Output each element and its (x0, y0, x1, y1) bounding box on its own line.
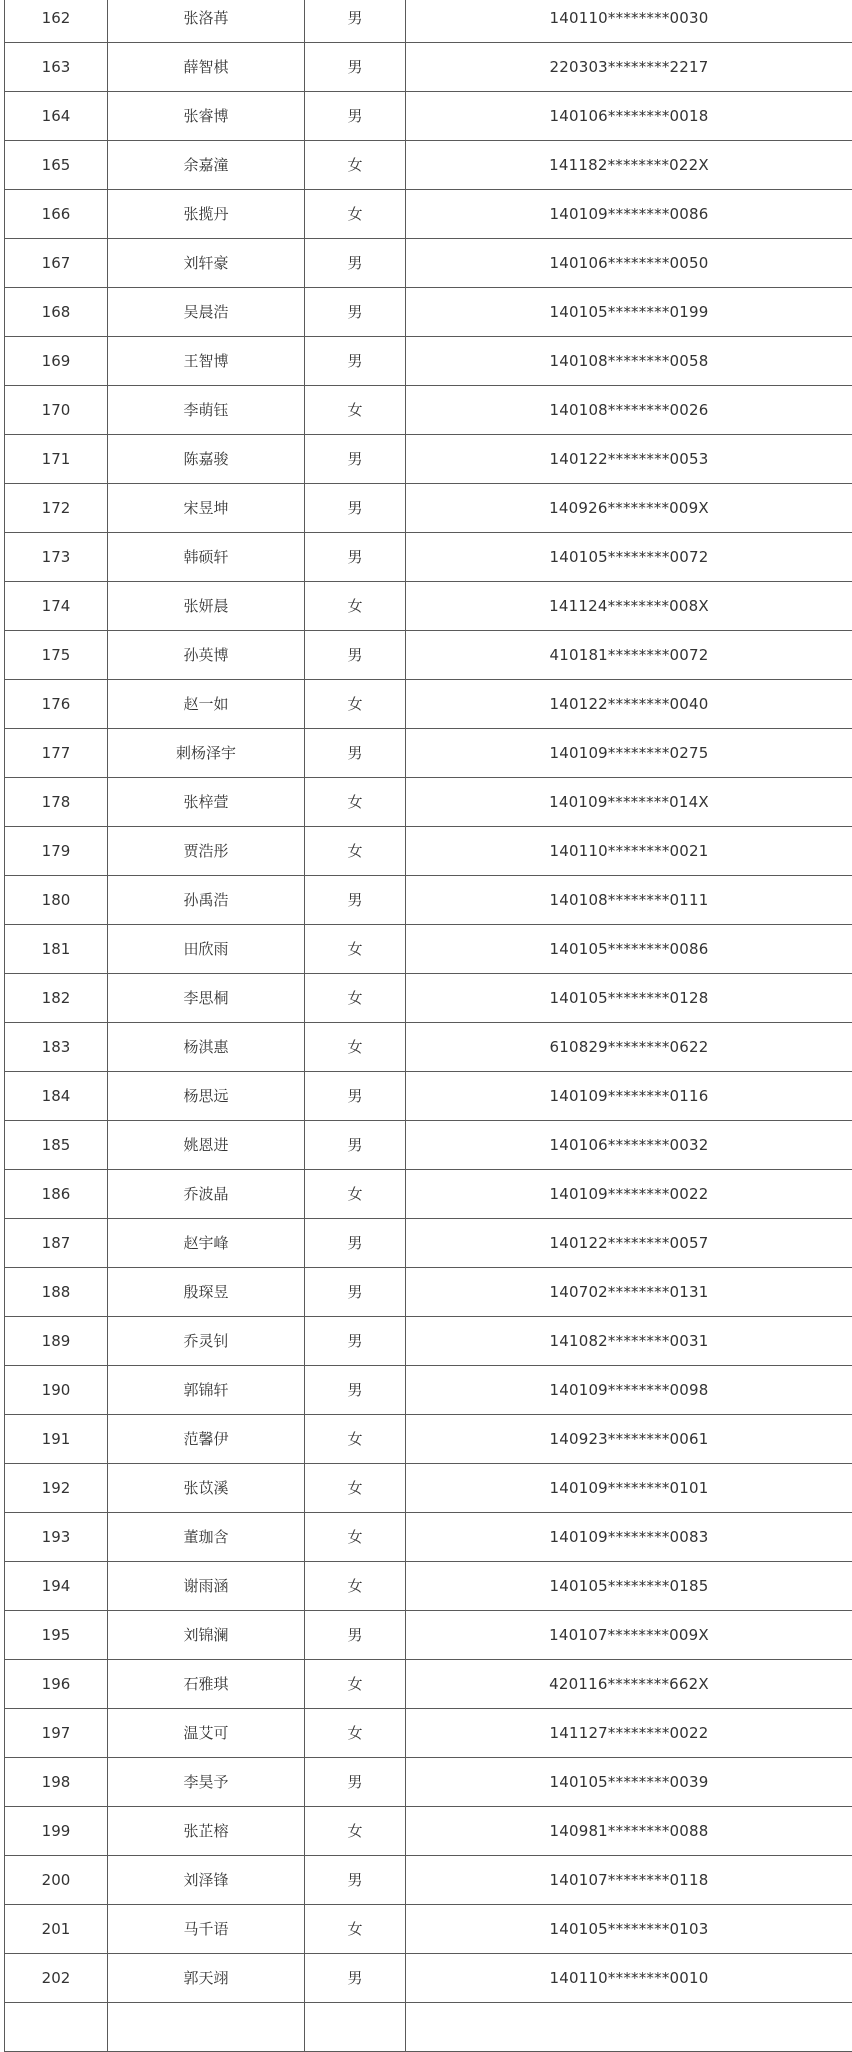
table-row (5, 435, 852, 484)
table-row (5, 92, 852, 141)
student-name-cell: 韩硕轩 (108, 533, 305, 582)
id-number-cell: 140110********0021 (406, 827, 852, 876)
student-name-cell: 石雅琪 (108, 1660, 305, 1709)
row-number-cell: 165 (5, 141, 108, 190)
row-number-cell: 169 (5, 337, 108, 386)
student-name-cell: 谢雨涵 (108, 1562, 305, 1611)
gender-cell: 女 (305, 1660, 406, 1709)
table-row (5, 484, 852, 533)
gender-cell: 男 (305, 43, 406, 92)
gender-cell: 女 (305, 1464, 406, 1513)
id-number-cell: 610829********0622 (406, 1023, 852, 1072)
id-number-cell: 140105********0199 (406, 288, 852, 337)
id-number-cell: 140105********0072 (406, 533, 852, 582)
student-name-cell: 孙英博 (108, 631, 305, 680)
id-number-cell: 220303********2217 (406, 43, 852, 92)
id-number-cell: 140109********0083 (406, 1513, 852, 1562)
row-number-cell (5, 2003, 108, 2052)
id-number-cell: 141127********0022 (406, 1709, 852, 1758)
student-name-cell: 张洛苒 (108, 0, 305, 43)
gender-cell: 男 (305, 1219, 406, 1268)
student-name-cell: 贾浩彤 (108, 827, 305, 876)
row-number-cell: 171 (5, 435, 108, 484)
id-number-cell: 410181********0072 (406, 631, 852, 680)
table-row (5, 1170, 852, 1219)
roster-table (4, 0, 852, 2052)
student-name-cell: 赵一如 (108, 680, 305, 729)
table-row (5, 1219, 852, 1268)
gender-cell: 男 (305, 533, 406, 582)
table-row (5, 239, 852, 288)
student-name-cell: 赵宇峰 (108, 1219, 305, 1268)
table-row (5, 0, 852, 43)
student-name-cell: 李思桐 (108, 974, 305, 1023)
id-number-cell: 140105********0086 (406, 925, 852, 974)
row-number-cell: 182 (5, 974, 108, 1023)
row-number-cell: 172 (5, 484, 108, 533)
id-number-cell: 140108********0111 (406, 876, 852, 925)
gender-cell: 男 (305, 1072, 406, 1121)
table-row (5, 1023, 852, 1072)
student-name-cell: 马千语 (108, 1905, 305, 1954)
row-number-cell: 170 (5, 386, 108, 435)
row-number-cell: 184 (5, 1072, 108, 1121)
table-row (5, 925, 852, 974)
gender-cell: 女 (305, 1023, 406, 1072)
student-name-cell: 杨淇惠 (108, 1023, 305, 1072)
row-number-cell: 195 (5, 1611, 108, 1660)
gender-cell: 男 (305, 1268, 406, 1317)
student-name-cell: 杨思远 (108, 1072, 305, 1121)
table-row (5, 1317, 852, 1366)
table-row (5, 1562, 852, 1611)
id-number-cell: 140105********0128 (406, 974, 852, 1023)
gender-cell: 男 (305, 631, 406, 680)
student-name-cell: 董珈含 (108, 1513, 305, 1562)
gender-cell: 男 (305, 1611, 406, 1660)
student-name-cell: 宋昱坤 (108, 484, 305, 533)
id-number-cell: 140923********0061 (406, 1415, 852, 1464)
row-number-cell: 185 (5, 1121, 108, 1170)
row-number-cell: 166 (5, 190, 108, 239)
gender-cell: 女 (305, 1905, 406, 1954)
student-name-cell: 张睿博 (108, 92, 305, 141)
table-row (5, 1856, 852, 1905)
gender-cell: 男 (305, 1758, 406, 1807)
id-number-cell: 140109********0101 (406, 1464, 852, 1513)
row-number-cell: 168 (5, 288, 108, 337)
id-number-cell: 140109********0116 (406, 1072, 852, 1121)
gender-cell: 女 (305, 1562, 406, 1611)
id-number-cell: 140702********0131 (406, 1268, 852, 1317)
row-number-cell: 201 (5, 1905, 108, 1954)
id-number-cell: 140122********0040 (406, 680, 852, 729)
row-number-cell: 197 (5, 1709, 108, 1758)
id-number-cell: 140108********0058 (406, 337, 852, 386)
id-number-cell: 140122********0057 (406, 1219, 852, 1268)
gender-cell: 女 (305, 582, 406, 631)
row-number-cell: 194 (5, 1562, 108, 1611)
row-number-cell: 191 (5, 1415, 108, 1464)
id-number-cell: 140106********0018 (406, 92, 852, 141)
table-row (5, 288, 852, 337)
student-name-cell: 张苡溪 (108, 1464, 305, 1513)
student-name-cell: 张梓萱 (108, 778, 305, 827)
id-number-cell: 140105********0039 (406, 1758, 852, 1807)
row-number-cell: 175 (5, 631, 108, 680)
student-name-cell: 范馨伊 (108, 1415, 305, 1464)
table-row (5, 582, 852, 631)
student-name-cell: 孙禹浩 (108, 876, 305, 925)
gender-cell: 男 (305, 876, 406, 925)
table-row (5, 533, 852, 582)
student-name-cell: 吴晨浩 (108, 288, 305, 337)
row-number-cell: 199 (5, 1807, 108, 1856)
table-row (5, 827, 852, 876)
id-number-cell: 140105********0185 (406, 1562, 852, 1611)
student-name-cell: 张揽丹 (108, 190, 305, 239)
id-number-cell: 140122********0053 (406, 435, 852, 484)
row-number-cell: 173 (5, 533, 108, 582)
table-row (5, 1807, 852, 1856)
gender-cell: 男 (305, 288, 406, 337)
student-name-cell: 李昊予 (108, 1758, 305, 1807)
id-number-cell: 140109********0086 (406, 190, 852, 239)
table-row (5, 1905, 852, 1954)
roster-table-body (5, 0, 852, 2052)
table-row (5, 729, 852, 778)
student-name-cell: 陈嘉骏 (108, 435, 305, 484)
table-row (5, 680, 852, 729)
row-number-cell: 167 (5, 239, 108, 288)
row-number-cell: 179 (5, 827, 108, 876)
table-row (5, 1709, 852, 1758)
table-row (5, 1415, 852, 1464)
table-row (5, 1660, 852, 1709)
gender-cell: 女 (305, 1513, 406, 1562)
table-row (5, 778, 852, 827)
gender-cell: 男 (305, 1121, 406, 1170)
id-number-cell: 140107********009X (406, 1611, 852, 1660)
student-name-cell (108, 2003, 305, 2052)
table-row (5, 190, 852, 239)
student-name-cell: 刘锦澜 (108, 1611, 305, 1660)
gender-cell: 女 (305, 680, 406, 729)
table-row (5, 1513, 852, 1562)
table-row (5, 1072, 852, 1121)
student-name-cell: 殷琛昱 (108, 1268, 305, 1317)
id-number-cell: 140110********0030 (406, 0, 852, 43)
gender-cell: 女 (305, 778, 406, 827)
gender-cell: 男 (305, 435, 406, 484)
table-row (5, 1954, 852, 2003)
id-number-cell: 140109********0098 (406, 1366, 852, 1415)
row-number-cell: 180 (5, 876, 108, 925)
table-row (5, 631, 852, 680)
row-number-cell: 174 (5, 582, 108, 631)
student-name-cell: 刘轩豪 (108, 239, 305, 288)
id-number-cell: 140109********0022 (406, 1170, 852, 1219)
id-number-cell: 140109********014X (406, 778, 852, 827)
student-name-cell: 余嘉潼 (108, 141, 305, 190)
gender-cell: 男 (305, 337, 406, 386)
student-name-cell: 温艾可 (108, 1709, 305, 1758)
id-number-cell: 140106********0032 (406, 1121, 852, 1170)
id-number-cell: 141124********008X (406, 582, 852, 631)
id-number-cell: 141082********0031 (406, 1317, 852, 1366)
row-number-cell: 190 (5, 1366, 108, 1415)
student-name-cell: 郭天翊 (108, 1954, 305, 2003)
table-row (5, 141, 852, 190)
id-number-cell (406, 2003, 852, 2052)
gender-cell: 女 (305, 386, 406, 435)
gender-cell: 女 (305, 827, 406, 876)
row-number-cell: 189 (5, 1317, 108, 1366)
id-number-cell: 140106********0050 (406, 239, 852, 288)
student-name-cell: 刺杨泽宇 (108, 729, 305, 778)
student-name-cell: 薛智棋 (108, 43, 305, 92)
student-name-cell: 刘泽锋 (108, 1856, 305, 1905)
gender-cell: 男 (305, 1954, 406, 2003)
row-number-cell: 196 (5, 1660, 108, 1709)
student-name-cell: 田欣雨 (108, 925, 305, 974)
gender-cell: 女 (305, 1170, 406, 1219)
id-number-cell: 140108********0026 (406, 386, 852, 435)
table-row (5, 974, 852, 1023)
row-number-cell: 188 (5, 1268, 108, 1317)
student-name-cell: 郭锦轩 (108, 1366, 305, 1415)
gender-cell: 男 (305, 484, 406, 533)
gender-cell: 男 (305, 1856, 406, 1905)
table-row (5, 2003, 852, 2052)
id-number-cell: 140981********0088 (406, 1807, 852, 1856)
gender-cell: 男 (305, 729, 406, 778)
row-number-cell: 183 (5, 1023, 108, 1072)
row-number-cell: 186 (5, 1170, 108, 1219)
row-number-cell: 176 (5, 680, 108, 729)
table-row (5, 386, 852, 435)
row-number-cell: 163 (5, 43, 108, 92)
gender-cell: 男 (305, 1366, 406, 1415)
row-number-cell: 181 (5, 925, 108, 974)
gender-cell (305, 2003, 406, 2052)
id-number-cell: 140926********009X (406, 484, 852, 533)
table-row (5, 1268, 852, 1317)
id-number-cell: 140110********0010 (406, 1954, 852, 2003)
id-number-cell: 140105********0103 (406, 1905, 852, 1954)
student-name-cell: 乔波晶 (108, 1170, 305, 1219)
row-number-cell: 202 (5, 1954, 108, 2003)
table-row (5, 876, 852, 925)
row-number-cell: 177 (5, 729, 108, 778)
gender-cell: 女 (305, 190, 406, 239)
id-number-cell: 140109********0275 (406, 729, 852, 778)
table-row (5, 337, 852, 386)
table-row (5, 43, 852, 92)
table-row (5, 1121, 852, 1170)
student-name-cell: 张妍晨 (108, 582, 305, 631)
row-number-cell: 164 (5, 92, 108, 141)
id-number-cell: 141182********022X (406, 141, 852, 190)
gender-cell: 男 (305, 0, 406, 43)
student-name-cell: 姚恩进 (108, 1121, 305, 1170)
gender-cell: 女 (305, 1415, 406, 1464)
gender-cell: 女 (305, 974, 406, 1023)
id-number-cell: 140107********0118 (406, 1856, 852, 1905)
table-row (5, 1611, 852, 1660)
row-number-cell: 162 (5, 0, 108, 43)
gender-cell: 女 (305, 1709, 406, 1758)
table-row (5, 1758, 852, 1807)
row-number-cell: 198 (5, 1758, 108, 1807)
student-name-cell: 张芷榕 (108, 1807, 305, 1856)
table-row (5, 1366, 852, 1415)
row-number-cell: 200 (5, 1856, 108, 1905)
gender-cell: 女 (305, 1807, 406, 1856)
gender-cell: 女 (305, 925, 406, 974)
student-name-cell: 李萌钰 (108, 386, 305, 435)
gender-cell: 女 (305, 141, 406, 190)
student-name-cell: 乔灵钊 (108, 1317, 305, 1366)
row-number-cell: 187 (5, 1219, 108, 1268)
row-number-cell: 178 (5, 778, 108, 827)
gender-cell: 男 (305, 1317, 406, 1366)
gender-cell: 男 (305, 92, 406, 141)
gender-cell: 男 (305, 239, 406, 288)
row-number-cell: 192 (5, 1464, 108, 1513)
id-number-cell: 420116********662X (406, 1660, 852, 1709)
table-row (5, 1464, 852, 1513)
student-name-cell: 王智博 (108, 337, 305, 386)
row-number-cell: 193 (5, 1513, 108, 1562)
